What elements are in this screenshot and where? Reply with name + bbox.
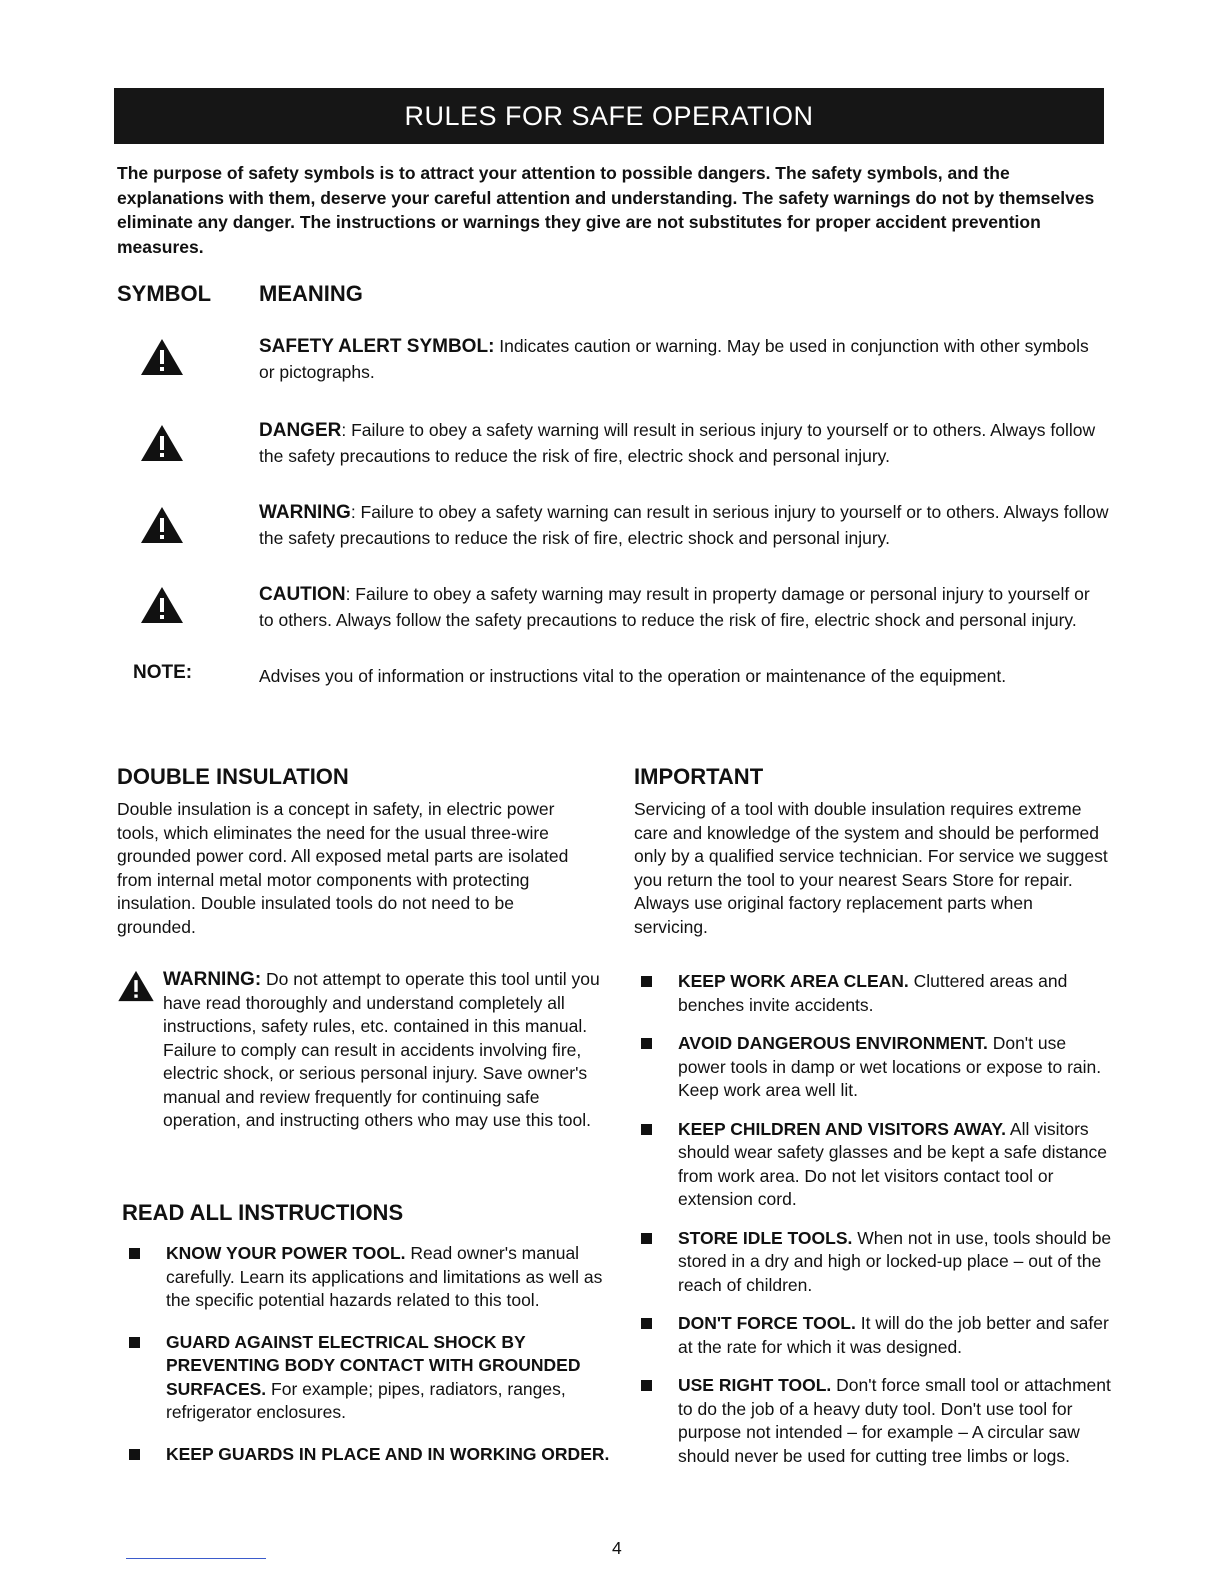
list-item xyxy=(122,1242,612,1313)
read-all-instructions-section xyxy=(122,1200,612,1466)
important-heading: IMPORTANT xyxy=(634,764,764,789)
list-item-text: Read owner's manual carefully. Learn its applications and limitations as well as the specific potential hazards related to this tool. xyxy=(166,1243,603,1310)
list-item xyxy=(634,970,1112,1017)
symbol-label: DANGER xyxy=(259,420,342,441)
list-item xyxy=(634,1374,1112,1468)
meaning-column-heading: MEANING xyxy=(259,281,363,306)
warning-triangle-icon xyxy=(140,338,184,376)
warning-label: WARNING: xyxy=(163,969,262,990)
warning-text: Do not attempt to operate this tool until you have read thoroughly and understand completely all instructions, safety rules, etc. contained in this manual. Failure to comply can result in accidents involving fire, electric shock, or serious personal injury. Save owner's manual and review frequently for continuing safe operation, and instructing others who may use this tool. xyxy=(163,969,600,1130)
note-label: NOTE: xyxy=(133,662,193,683)
list-item xyxy=(634,1227,1112,1298)
bullet-square-icon xyxy=(641,1380,652,1391)
double-insulation-heading: DOUBLE INSULATION xyxy=(117,764,349,789)
symbol-description: Indicates caution or warning. May be used in conjunction with other symbols or pictographs. xyxy=(259,336,1089,382)
warning-triangle-icon xyxy=(140,506,184,544)
list-item-title: STORE IDLE TOOLS. xyxy=(678,1227,853,1248)
important-section xyxy=(634,764,1109,939)
list-item xyxy=(634,1032,1112,1103)
list-item xyxy=(634,1118,1112,1212)
list-item-text: When not in use, tools should be stored in a dry and high or locked-up place – out of the reach of children. xyxy=(678,1227,1112,1295)
list-item-title: GUARD AGAINST ELECTRICAL SHOCK BY PREVENTING BODY CONTACT WITH GROUNDED SURFACES. xyxy=(166,1331,581,1399)
list-item xyxy=(122,1331,612,1425)
list-item-text: Cluttered areas and benches invite accidents. xyxy=(678,971,1068,1015)
bullet-square-icon xyxy=(641,1124,652,1135)
list-item-title: DON'T FORCE TOOL. xyxy=(678,1313,856,1333)
symbol-description: : Failure to obey a safety warning can result in serious injury to yourself or to others. Always follow the safety precautions to reduce the risk of fire, electric shock and personal injury. xyxy=(259,502,1109,548)
bullet-square-icon xyxy=(641,1233,652,1244)
symbol-description: : Failure to obey a safety warning may result in property damage or personal injury to yourself or to others. Always follow the safety precautions to reduce the risk of fire, electric shock and personal injury. xyxy=(259,584,1090,630)
list-item-title: KEEP GUARDS IN PLACE AND IN WORKING ORDER. xyxy=(166,1443,610,1464)
list-item-title: USE RIGHT TOOL. xyxy=(678,1375,832,1395)
general-safety-list xyxy=(634,970,1112,1468)
symbol-label: WARNING xyxy=(259,502,351,523)
page-title: RULES FOR SAFE OPERATION xyxy=(404,100,814,131)
symbol-description: : Failure to obey a safety warning will result in serious injury to yourself or to others. Always follow the safety precautions to reduce the risk of fire, electric shock and personal injury. xyxy=(259,420,1096,466)
list-item-title: KNOW YOUR POWER TOOL. xyxy=(166,1243,406,1263)
bullet-square-icon xyxy=(641,1318,652,1329)
warning-block xyxy=(117,968,607,1133)
list-item xyxy=(634,1312,1112,1359)
page-number: 4 xyxy=(612,1538,622,1558)
list-item-title: KEEP WORK AREA CLEAN. xyxy=(678,971,909,991)
bullet-square-icon xyxy=(641,976,652,987)
list-item-text: Don't use power tools in damp or wet locations or expose to rain. Keep work area well lit. xyxy=(678,1033,1102,1100)
bullet-square-icon xyxy=(129,1449,140,1460)
page-title-banner xyxy=(114,88,1104,144)
bullet-square-icon xyxy=(129,1248,140,1259)
important-text: Servicing of a tool with double insulation requires extreme care and knowledge of the system and should be performed only by a qualified service technician. For service we suggest you return the tool to your nearest Sears Store for repair. Always use original factory replacement parts when servicing. xyxy=(634,799,1108,937)
double-insulation-section xyxy=(117,764,597,939)
symbol-label: CAUTION xyxy=(259,584,346,605)
note-text: Advises you of information or instructions vital to the operation or maintenance of the equipment. xyxy=(259,666,1007,686)
list-item-text: For example; pipes, radiators, ranges, refrigerator enclosures. xyxy=(166,1378,566,1422)
footer-divider xyxy=(126,1558,266,1559)
bullet-square-icon xyxy=(641,1038,652,1049)
list-item xyxy=(122,1443,612,1467)
symbol-column-heading: SYMBOL xyxy=(117,281,212,306)
list-item-text: Don't force small tool or attachment to do the job of a heavy duty tool. Don't use tool for purpose not intended – for example – A circular saw should never be used for cutting tree limbs or logs. xyxy=(678,1375,1111,1466)
warning-triangle-icon xyxy=(140,586,184,624)
list-item-text: It will do the job better and safer at the rate for which it was designed. xyxy=(678,1313,1109,1357)
list-item-text: All visitors should wear safety glasses and be kept a safe distance from work area. Do not let visitors contact tool or extension cord. xyxy=(678,1118,1108,1209)
symbol-label: SAFETY ALERT SYMBOL: xyxy=(259,336,495,357)
warning-triangle-icon xyxy=(117,970,155,1002)
list-item-title: KEEP CHILDREN AND VISITORS AWAY. xyxy=(678,1118,1007,1139)
warning-triangle-icon xyxy=(140,424,184,462)
read-all-heading: READ ALL INSTRUCTIONS xyxy=(122,1200,404,1225)
double-insulation-text: Double insulation is a concept in safety, in electric power tools, which eliminates the need for the usual three-wire grounded power cord. All exposed metal parts are isolated from internal metal motor components with protecting insulation. Double insulated tools do not need to be grounded. xyxy=(117,799,569,937)
bullet-square-icon xyxy=(129,1337,140,1348)
intro-paragraph: The purpose of safety symbols is to attract your attention to possible dangers. The safety symbols, and the explanations with them, deserve your careful attention and understanding. The safety warnings do not by themselves eliminate any danger. The instructions or warnings they give are not substitutes for proper accident prevention measures. xyxy=(117,163,1095,257)
list-item-title: AVOID DANGEROUS ENVIRONMENT. xyxy=(678,1033,988,1053)
